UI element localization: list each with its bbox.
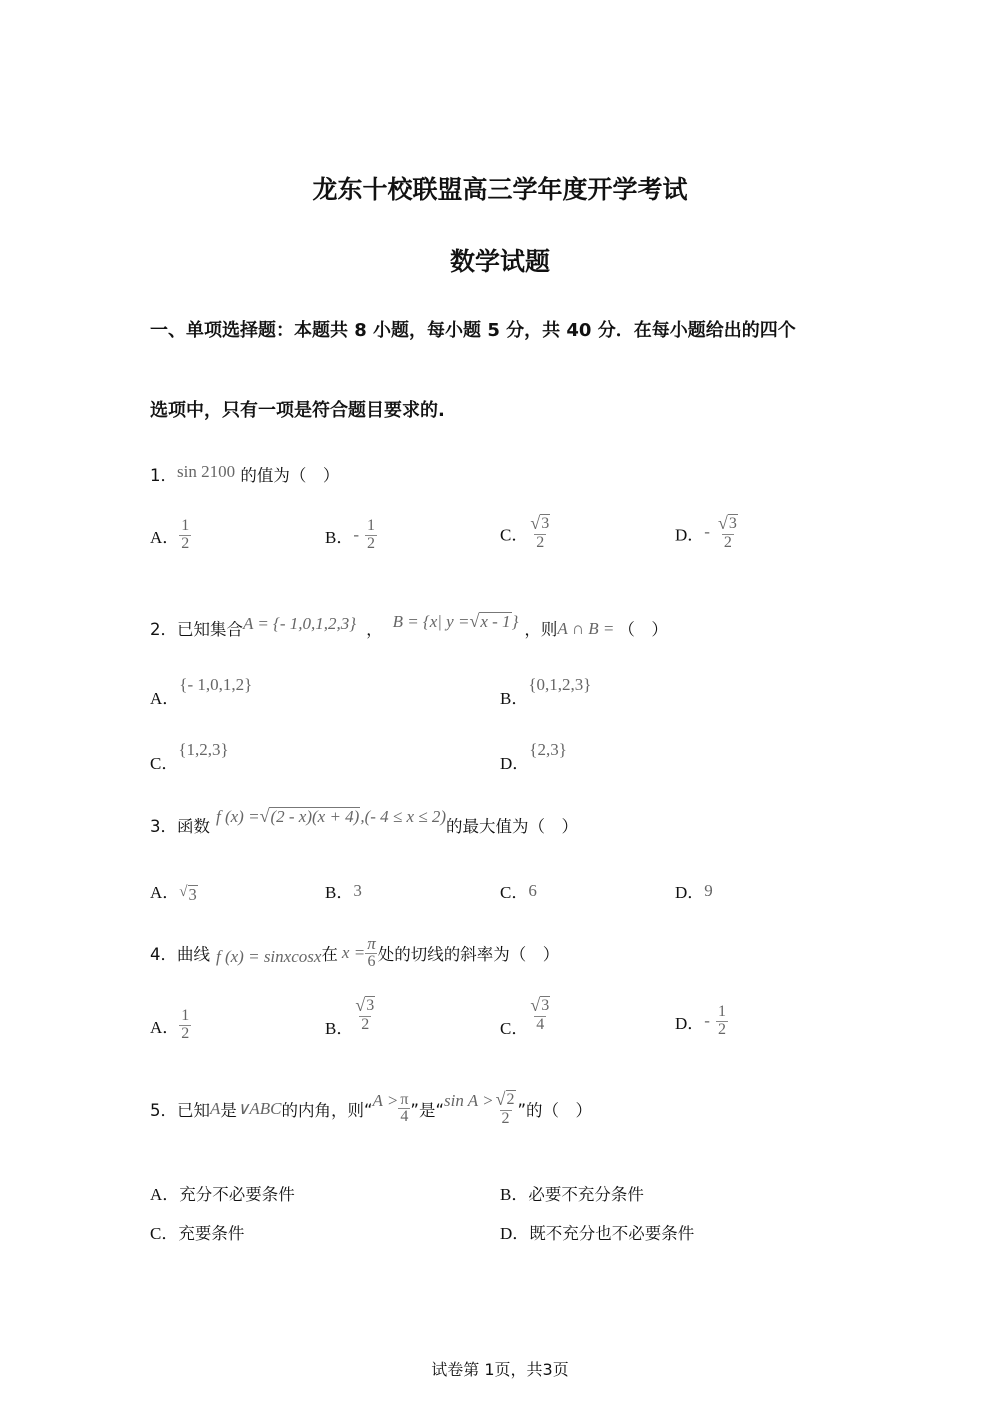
option-label: B． bbox=[325, 883, 354, 902]
question-text: （ ） bbox=[618, 620, 668, 639]
question-number: 1． bbox=[150, 466, 177, 485]
set-a: A = {- 1,0,1,2,3} bbox=[243, 614, 357, 633]
option-label: D． bbox=[675, 525, 705, 545]
question-5 bbox=[150, 1090, 592, 1128]
question-3 bbox=[150, 806, 579, 837]
option-c[interactable] bbox=[500, 995, 552, 1039]
option-text: 充分不必要条件 bbox=[179, 1185, 295, 1204]
option-d[interactable] bbox=[500, 735, 567, 773]
question-text: ，则 bbox=[524, 620, 558, 639]
function-expression: f (x) = sinxcosx bbox=[216, 946, 322, 966]
option-b[interactable] bbox=[325, 878, 362, 903]
option-c[interactable] bbox=[150, 1219, 244, 1244]
math-expression: A ∩ B = bbox=[557, 619, 615, 638]
option-a[interactable] bbox=[150, 1008, 191, 1043]
option-d[interactable] bbox=[675, 1004, 728, 1039]
minus-sign: - bbox=[353, 524, 360, 544]
option-value: 3 bbox=[353, 881, 362, 900]
question-text: 函数 bbox=[177, 817, 210, 836]
option-label: B． bbox=[325, 527, 354, 547]
option-b[interactable] bbox=[500, 1180, 644, 1205]
question-text: 曲线 bbox=[177, 944, 210, 964]
fraction: √ 3 4 bbox=[530, 995, 550, 1033]
fraction: √ 3 2 bbox=[355, 995, 375, 1033]
option-label: A． bbox=[150, 1017, 180, 1037]
option-value: {- 1,0,1,2} bbox=[179, 675, 253, 694]
option-label: C． bbox=[500, 1019, 529, 1039]
option-b[interactable] bbox=[325, 518, 377, 553]
option-b[interactable] bbox=[325, 995, 377, 1039]
triangle-expression: ∨ABC bbox=[236, 1098, 282, 1118]
option-label: B． bbox=[325, 1019, 354, 1039]
option-c[interactable] bbox=[500, 514, 552, 552]
question-text: ”的（ ） bbox=[517, 1100, 593, 1120]
option-b[interactable] bbox=[500, 670, 592, 708]
option-a[interactable] bbox=[150, 518, 191, 553]
function-expression: f (x) = √ (2 - x)(x + 4) ,(- 4 ≤ x ≤ 2) bbox=[216, 806, 447, 826]
question-number: 4． bbox=[150, 944, 177, 964]
option-d[interactable] bbox=[675, 514, 740, 552]
option-label: C． bbox=[500, 883, 529, 902]
question-number: 3． bbox=[150, 817, 177, 836]
option-label: C． bbox=[150, 1224, 179, 1243]
fraction: $\frac{1}{2}$ bbox=[181, 1007, 190, 1042]
math-expression: A > bbox=[372, 1090, 399, 1110]
fraction: √ 2 2 bbox=[495, 1089, 515, 1127]
fraction: $\frac{1}{2}$ bbox=[717, 1003, 726, 1038]
page-footer: 试卷第 1页，共3页 bbox=[431, 1360, 569, 1379]
fraction: √ 3 2 bbox=[530, 513, 550, 551]
option-text: 充要条件 bbox=[178, 1224, 245, 1243]
section-instructions-line2: 选项中，只有一项是符合题目要求的. bbox=[150, 400, 445, 421]
question-text: 处的切线的斜率为（ ） bbox=[377, 944, 560, 964]
math-variable: A bbox=[210, 1098, 221, 1118]
option-label: B． bbox=[500, 689, 529, 708]
separator: ， bbox=[366, 620, 383, 639]
option-label: B． bbox=[500, 1185, 529, 1204]
question-text: 在 bbox=[321, 944, 338, 964]
option-label: A． bbox=[150, 883, 180, 902]
question-1 bbox=[150, 462, 339, 486]
fraction: √ 3 2 bbox=[717, 513, 737, 551]
question-4 bbox=[150, 935, 559, 971]
page-subtitle: 数学试题 bbox=[449, 247, 550, 276]
fraction: $\frac{1}{2}$ bbox=[367, 517, 376, 552]
question-text: 已知 bbox=[177, 1100, 210, 1120]
question-2 bbox=[150, 611, 668, 640]
option-label: A． bbox=[150, 689, 180, 708]
question-text: 的内角，则“ bbox=[281, 1100, 373, 1120]
option-value: {1,2,3} bbox=[178, 740, 229, 759]
option-a[interactable] bbox=[150, 670, 253, 708]
option-label: A． bbox=[150, 527, 180, 547]
option-value: 6 bbox=[528, 881, 537, 900]
question-number: 5． bbox=[150, 1100, 177, 1120]
page-title: 龙东十校联盟高三学年度开学考试 bbox=[312, 175, 688, 204]
option-value: 9 bbox=[704, 881, 713, 900]
question-text: 的值为（ ） bbox=[240, 466, 340, 485]
option-label: C． bbox=[150, 754, 179, 773]
option-d[interactable] bbox=[500, 1219, 694, 1244]
fraction: $\frac{\pi}{4}$ bbox=[400, 1090, 409, 1126]
question-number: 2． bbox=[150, 620, 177, 639]
option-c[interactable] bbox=[500, 878, 537, 903]
set-b: B = {x| y = √ x - 1 } bbox=[392, 611, 519, 631]
option-a[interactable] bbox=[150, 1180, 295, 1205]
option-label: D． bbox=[500, 1224, 530, 1243]
option-value: {0,1,2,3} bbox=[528, 675, 592, 694]
option-label: C． bbox=[500, 525, 529, 545]
question-text: 是 bbox=[220, 1100, 237, 1120]
option-d[interactable] bbox=[675, 878, 713, 903]
option-c[interactable] bbox=[150, 735, 229, 773]
option-label: D． bbox=[675, 883, 705, 902]
math-expression: x = bbox=[341, 942, 366, 962]
math-expression: sin A > bbox=[444, 1090, 494, 1110]
question-text: 的最大值为（ ） bbox=[446, 817, 579, 836]
option-label: D． bbox=[675, 1013, 705, 1033]
math-expression: sin 2100 bbox=[177, 462, 236, 481]
option-text: 必要不充分条件 bbox=[528, 1185, 644, 1204]
option-text: 既不充分也不必要条件 bbox=[529, 1224, 695, 1243]
option-a[interactable] bbox=[150, 878, 198, 906]
option-label: A． bbox=[150, 1185, 180, 1204]
option-value: {2,3} bbox=[529, 740, 567, 759]
question-text: ”是“ bbox=[410, 1100, 445, 1120]
section-instructions-line1: 一、单项选择题：本题共 8 小题，每小题 5 分，共 40 分．在每小题给出的四个 bbox=[150, 320, 796, 341]
sqrt-value: √ 3 bbox=[179, 884, 197, 904]
option-label: D． bbox=[500, 754, 530, 773]
question-text: 已知集合 bbox=[177, 620, 243, 639]
fraction: $\frac{\pi}{6}$ bbox=[367, 934, 376, 970]
minus-sign: - bbox=[704, 1010, 710, 1030]
fraction: $\frac{1}{2}$ bbox=[181, 517, 190, 552]
minus-sign: - bbox=[704, 522, 710, 542]
